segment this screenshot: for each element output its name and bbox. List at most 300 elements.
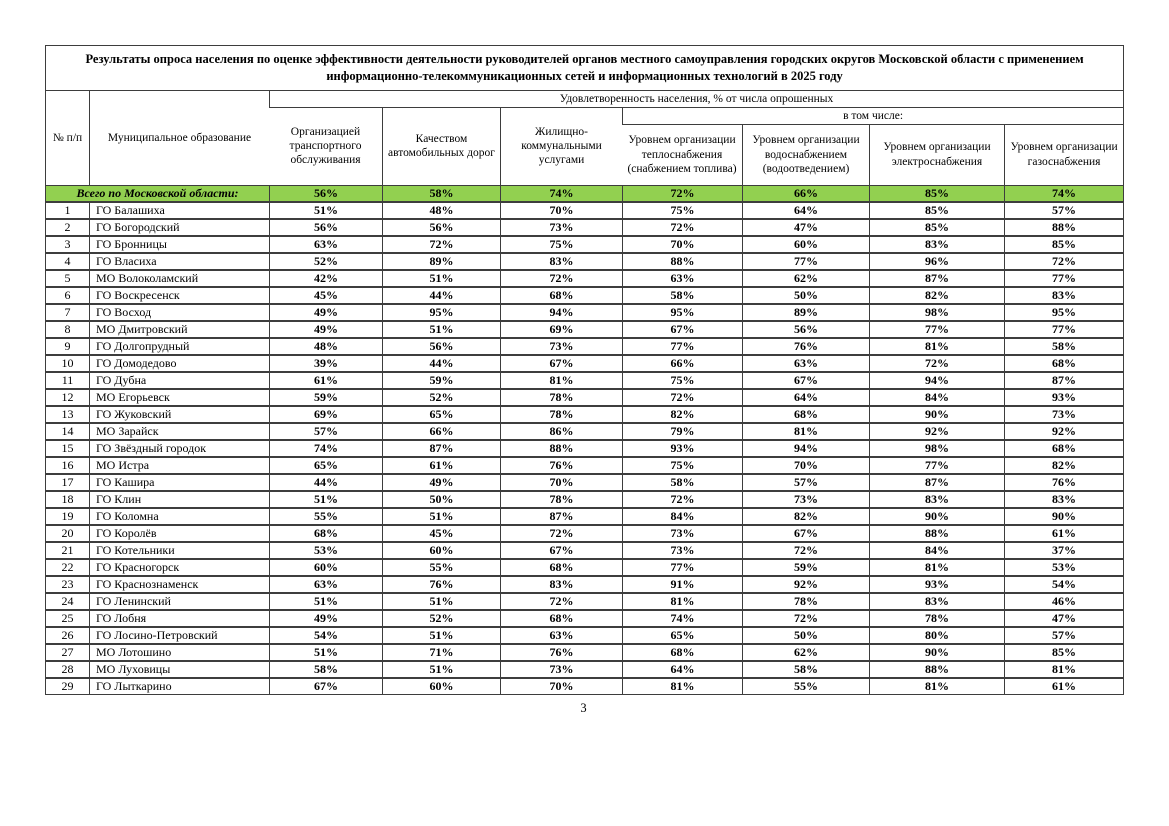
municipality-name: ГО Звёздный городок — [89, 440, 269, 457]
value-cell: 50% — [382, 491, 500, 508]
value-cell: 67% — [742, 525, 869, 542]
municipality-name: ГО Красногорск — [89, 559, 269, 576]
table-row — [46, 304, 1123, 321]
row-number: 8 — [46, 321, 89, 338]
value-cell: 89% — [742, 304, 869, 321]
municipality-name: ГО Бронницы — [89, 236, 269, 253]
value-cell: 76% — [742, 338, 869, 355]
value-cell: 68% — [1004, 440, 1123, 457]
value-cell: 92% — [742, 576, 869, 593]
value-cell: 86% — [500, 423, 622, 440]
value-cell: 90% — [869, 508, 1004, 525]
table-row — [46, 270, 1123, 287]
value-cell: 59% — [382, 372, 500, 389]
municipality-name: МО Волоколамский — [89, 270, 269, 287]
value-cell: 62% — [742, 644, 869, 661]
table-row — [46, 457, 1123, 474]
value-cell: 75% — [622, 372, 742, 389]
value-cell: 58% — [1004, 338, 1123, 355]
value-cell: 74% — [269, 440, 382, 457]
value-cell: 90% — [869, 406, 1004, 423]
table-row — [46, 525, 1123, 542]
table-body — [46, 185, 1123, 694]
value-cell: 51% — [269, 644, 382, 661]
value-cell: 63% — [622, 270, 742, 287]
municipality-name: ГО Краснознаменск — [89, 576, 269, 593]
column-header-housing: Жилищно-коммунальными услугами — [500, 107, 622, 185]
value-cell: 77% — [869, 457, 1004, 474]
municipality-name: ГО Клин — [89, 491, 269, 508]
value-cell: 81% — [622, 678, 742, 694]
value-cell: 87% — [1004, 372, 1123, 389]
value-cell: 78% — [742, 593, 869, 610]
value-cell: 95% — [382, 304, 500, 321]
row-number: 26 — [46, 627, 89, 644]
value-cell: 73% — [1004, 406, 1123, 423]
value-cell: 56% — [742, 321, 869, 338]
subgroup-header-including: в том числе: — [622, 107, 1123, 124]
row-number: 21 — [46, 542, 89, 559]
value-cell: 68% — [1004, 355, 1123, 372]
value-cell: 61% — [1004, 525, 1123, 542]
value-cell: 49% — [382, 474, 500, 491]
row-number: 13 — [46, 406, 89, 423]
value-cell: 63% — [500, 627, 622, 644]
value-cell: 81% — [742, 423, 869, 440]
value-cell: 59% — [742, 559, 869, 576]
row-number: 28 — [46, 661, 89, 678]
value-cell: 89% — [382, 253, 500, 270]
value-cell: 81% — [500, 372, 622, 389]
value-cell: 70% — [500, 678, 622, 694]
group-header-satisfaction: Удовлетворенность населения, % от числа опрошенных — [269, 90, 1123, 107]
value-cell: 88% — [1004, 219, 1123, 236]
value-cell: 72% — [500, 270, 622, 287]
value-cell: 88% — [869, 525, 1004, 542]
value-cell: 44% — [382, 287, 500, 304]
value-cell: 88% — [869, 661, 1004, 678]
value-cell: 60% — [742, 236, 869, 253]
value-cell: 77% — [1004, 321, 1123, 338]
value-cell: 72% — [1004, 253, 1123, 270]
value-cell: 85% — [869, 202, 1004, 219]
value-cell: 77% — [622, 338, 742, 355]
value-cell: 61% — [1004, 678, 1123, 694]
value-cell: 73% — [500, 338, 622, 355]
value-cell: 77% — [869, 321, 1004, 338]
row-number: 16 — [46, 457, 89, 474]
row-number: 5 — [46, 270, 89, 287]
value-cell: 93% — [1004, 389, 1123, 406]
value-cell: 69% — [500, 321, 622, 338]
value-cell: 75% — [622, 202, 742, 219]
value-cell: 72% — [869, 355, 1004, 372]
value-cell: 70% — [500, 202, 622, 219]
value-cell: 92% — [869, 423, 1004, 440]
table-row — [46, 338, 1123, 355]
value-cell: 67% — [500, 542, 622, 559]
table-row — [46, 559, 1123, 576]
value-cell: 61% — [382, 457, 500, 474]
municipality-name: ГО Жуковский — [89, 406, 269, 423]
value-cell: 66% — [382, 423, 500, 440]
row-number: 14 — [46, 423, 89, 440]
table-row — [46, 389, 1123, 406]
value-cell: 68% — [500, 559, 622, 576]
value-cell: 53% — [269, 542, 382, 559]
value-cell: 55% — [382, 559, 500, 576]
value-cell: 93% — [869, 576, 1004, 593]
value-cell: 83% — [500, 576, 622, 593]
municipality-name: ГО Воскресенск — [89, 287, 269, 304]
municipality-name: ГО Балашиха — [89, 202, 269, 219]
row-number: 29 — [46, 678, 89, 694]
value-cell: 81% — [869, 678, 1004, 694]
value-cell: 44% — [382, 355, 500, 372]
value-cell: 70% — [622, 236, 742, 253]
value-cell: 76% — [500, 644, 622, 661]
value-cell: 81% — [869, 559, 1004, 576]
value-cell: 42% — [269, 270, 382, 287]
row-number: 25 — [46, 610, 89, 627]
value-cell: 78% — [500, 389, 622, 406]
table-row — [46, 406, 1123, 423]
municipality-name: ГО Домодедово — [89, 355, 269, 372]
value-cell: 94% — [742, 440, 869, 457]
total-value-gas: 74% — [1004, 185, 1123, 202]
table-row — [46, 593, 1123, 610]
value-cell: 91% — [622, 576, 742, 593]
table-row — [46, 644, 1123, 661]
value-cell: 62% — [742, 270, 869, 287]
column-header-water: Уровнем организации водоснабжением (водоотведением) — [742, 124, 869, 185]
value-cell: 65% — [622, 627, 742, 644]
value-cell: 72% — [742, 542, 869, 559]
value-cell: 63% — [269, 236, 382, 253]
municipality-name: МО Лотошино — [89, 644, 269, 661]
municipality-name: ГО Коломна — [89, 508, 269, 525]
table-row — [46, 508, 1123, 525]
column-header-gas: Уровнем организации газоснабжения — [1004, 124, 1123, 185]
value-cell: 60% — [382, 678, 500, 694]
value-cell: 56% — [382, 338, 500, 355]
table-row — [46, 321, 1123, 338]
total-value-heating: 72% — [622, 185, 742, 202]
table-row — [46, 236, 1123, 253]
row-number: 9 — [46, 338, 89, 355]
value-cell: 46% — [1004, 593, 1123, 610]
value-cell: 95% — [1004, 304, 1123, 321]
table-row — [46, 423, 1123, 440]
municipality-name: ГО Лыткарино — [89, 678, 269, 694]
value-cell: 51% — [382, 321, 500, 338]
table-title: Результаты опроса населения по оценке эффективности деятельности руководителей органов местного самоуправления городских округов Московской области с применением информационно-телекоммуникационных сетей и информационных технологий в 2025 году — [85, 52, 1084, 83]
table-row — [46, 372, 1123, 389]
value-cell: 78% — [500, 491, 622, 508]
column-header-roads: Качеством автомобильных дорог — [382, 107, 500, 185]
value-cell: 45% — [269, 287, 382, 304]
value-cell: 70% — [500, 474, 622, 491]
row-number: 12 — [46, 389, 89, 406]
value-cell: 82% — [869, 287, 1004, 304]
municipality-name: МО Истра — [89, 457, 269, 474]
value-cell: 98% — [869, 304, 1004, 321]
value-cell: 72% — [382, 236, 500, 253]
value-cell: 48% — [269, 338, 382, 355]
value-cell: 60% — [269, 559, 382, 576]
value-cell: 52% — [382, 389, 500, 406]
total-row — [46, 185, 1123, 202]
column-header-number: № п/п — [46, 90, 89, 185]
value-cell: 51% — [382, 270, 500, 287]
value-cell: 47% — [1004, 610, 1123, 627]
value-cell: 98% — [869, 440, 1004, 457]
row-number: 6 — [46, 287, 89, 304]
value-cell: 57% — [1004, 627, 1123, 644]
column-header-heating: Уровнем организации теплоснабжения (снабжением топлива) — [622, 124, 742, 185]
row-number: 11 — [46, 372, 89, 389]
value-cell: 81% — [622, 593, 742, 610]
value-cell: 45% — [382, 525, 500, 542]
value-cell: 83% — [869, 593, 1004, 610]
value-cell: 83% — [500, 253, 622, 270]
value-cell: 50% — [742, 287, 869, 304]
value-cell: 70% — [742, 457, 869, 474]
municipality-name: ГО Лосино-Петровский — [89, 627, 269, 644]
municipality-name: МО Егорьевск — [89, 389, 269, 406]
value-cell: 58% — [742, 661, 869, 678]
table-row — [46, 627, 1123, 644]
value-cell: 77% — [742, 253, 869, 270]
value-cell: 52% — [269, 253, 382, 270]
value-cell: 68% — [269, 525, 382, 542]
title-row — [46, 46, 1123, 90]
municipality-name: ГО Королёв — [89, 525, 269, 542]
value-cell: 72% — [500, 525, 622, 542]
value-cell: 68% — [500, 287, 622, 304]
value-cell: 85% — [1004, 236, 1123, 253]
value-cell: 68% — [500, 610, 622, 627]
value-cell: 58% — [269, 661, 382, 678]
value-cell: 49% — [269, 321, 382, 338]
value-cell: 96% — [869, 253, 1004, 270]
table-row — [46, 355, 1123, 372]
value-cell: 78% — [869, 610, 1004, 627]
table-row — [46, 678, 1123, 694]
value-cell: 67% — [622, 321, 742, 338]
value-cell: 37% — [1004, 542, 1123, 559]
value-cell: 87% — [869, 270, 1004, 287]
value-cell: 83% — [1004, 287, 1123, 304]
row-number: 2 — [46, 219, 89, 236]
value-cell: 88% — [500, 440, 622, 457]
value-cell: 76% — [382, 576, 500, 593]
value-cell: 64% — [742, 202, 869, 219]
value-cell: 64% — [622, 661, 742, 678]
municipality-name: ГО Дубна — [89, 372, 269, 389]
row-number: 19 — [46, 508, 89, 525]
value-cell: 54% — [269, 627, 382, 644]
value-cell: 61% — [269, 372, 382, 389]
total-value-water: 66% — [742, 185, 869, 202]
value-cell: 78% — [500, 406, 622, 423]
table-row — [46, 440, 1123, 457]
value-cell: 80% — [869, 627, 1004, 644]
row-number: 3 — [46, 236, 89, 253]
value-cell: 57% — [742, 474, 869, 491]
total-value-housing: 74% — [500, 185, 622, 202]
value-cell: 83% — [1004, 491, 1123, 508]
row-number: 4 — [46, 253, 89, 270]
value-cell: 54% — [1004, 576, 1123, 593]
value-cell: 90% — [1004, 508, 1123, 525]
total-value-electricity: 85% — [869, 185, 1004, 202]
table-row — [46, 474, 1123, 491]
column-header-transport: Организацией транспортного обслуживания — [269, 107, 382, 185]
value-cell: 79% — [622, 423, 742, 440]
value-cell: 47% — [742, 219, 869, 236]
column-header-municipality: Муниципальное образование — [89, 90, 269, 185]
value-cell: 51% — [382, 508, 500, 525]
value-cell: 39% — [269, 355, 382, 372]
value-cell: 51% — [382, 627, 500, 644]
table-row — [46, 610, 1123, 627]
value-cell: 55% — [269, 508, 382, 525]
value-cell: 95% — [622, 304, 742, 321]
value-cell: 53% — [1004, 559, 1123, 576]
table-row — [46, 287, 1123, 304]
value-cell: 87% — [382, 440, 500, 457]
municipality-name: ГО Долгопрудный — [89, 338, 269, 355]
table-row — [46, 202, 1123, 219]
value-cell: 65% — [269, 457, 382, 474]
value-cell: 51% — [269, 593, 382, 610]
value-cell: 55% — [742, 678, 869, 694]
row-number: 10 — [46, 355, 89, 372]
value-cell: 68% — [622, 644, 742, 661]
value-cell: 58% — [622, 474, 742, 491]
value-cell: 82% — [742, 508, 869, 525]
total-value-roads: 58% — [382, 185, 500, 202]
total-value-transport: 56% — [269, 185, 382, 202]
value-cell: 71% — [382, 644, 500, 661]
table-row — [46, 576, 1123, 593]
value-cell: 75% — [500, 236, 622, 253]
page-number: 3 — [580, 700, 587, 715]
row-number: 1 — [46, 202, 89, 219]
value-cell: 88% — [622, 253, 742, 270]
municipality-name: ГО Богородский — [89, 219, 269, 236]
column-header-electricity: Уровнем организации электроснабжения — [869, 124, 1004, 185]
value-cell: 84% — [869, 389, 1004, 406]
table-row — [46, 253, 1123, 270]
value-cell: 72% — [622, 219, 742, 236]
value-cell: 60% — [382, 542, 500, 559]
value-cell: 73% — [500, 661, 622, 678]
value-cell: 57% — [1004, 202, 1123, 219]
value-cell: 66% — [622, 355, 742, 372]
total-row-label: Всего по Московской области: — [46, 185, 269, 202]
table-row — [46, 661, 1123, 678]
value-cell: 73% — [622, 525, 742, 542]
value-cell: 67% — [500, 355, 622, 372]
value-cell: 94% — [869, 372, 1004, 389]
value-cell: 72% — [622, 389, 742, 406]
value-cell: 84% — [869, 542, 1004, 559]
municipality-name: ГО Котельники — [89, 542, 269, 559]
value-cell: 76% — [1004, 474, 1123, 491]
value-cell: 50% — [742, 627, 869, 644]
value-cell: 51% — [269, 202, 382, 219]
value-cell: 69% — [269, 406, 382, 423]
value-cell: 92% — [1004, 423, 1123, 440]
municipality-name: ГО Кашира — [89, 474, 269, 491]
value-cell: 52% — [382, 610, 500, 627]
value-cell: 85% — [869, 219, 1004, 236]
value-cell: 68% — [742, 406, 869, 423]
value-cell: 44% — [269, 474, 382, 491]
value-cell: 63% — [269, 576, 382, 593]
value-cell: 58% — [622, 287, 742, 304]
table-row — [46, 491, 1123, 508]
document-page — [45, 45, 1122, 716]
value-cell: 59% — [269, 389, 382, 406]
value-cell: 77% — [622, 559, 742, 576]
value-cell: 83% — [869, 236, 1004, 253]
municipality-name: ГО Ленинский — [89, 593, 269, 610]
row-number: 23 — [46, 576, 89, 593]
row-number: 7 — [46, 304, 89, 321]
value-cell: 77% — [1004, 270, 1123, 287]
value-cell: 93% — [622, 440, 742, 457]
row-number: 20 — [46, 525, 89, 542]
value-cell: 94% — [500, 304, 622, 321]
row-number: 24 — [46, 593, 89, 610]
value-cell: 72% — [742, 610, 869, 627]
value-cell: 72% — [500, 593, 622, 610]
municipality-name: МО Зарайск — [89, 423, 269, 440]
group-header-row — [46, 90, 1123, 107]
municipality-name: ГО Лобня — [89, 610, 269, 627]
value-cell: 63% — [742, 355, 869, 372]
table-row — [46, 542, 1123, 559]
row-number: 17 — [46, 474, 89, 491]
value-cell: 73% — [500, 219, 622, 236]
value-cell: 57% — [269, 423, 382, 440]
row-number: 15 — [46, 440, 89, 457]
value-cell: 67% — [742, 372, 869, 389]
value-cell: 83% — [869, 491, 1004, 508]
survey-table — [45, 45, 1124, 695]
municipality-name: ГО Власиха — [89, 253, 269, 270]
value-cell: 76% — [500, 457, 622, 474]
value-cell: 49% — [269, 304, 382, 321]
value-cell: 87% — [500, 508, 622, 525]
row-number: 22 — [46, 559, 89, 576]
value-cell: 85% — [1004, 644, 1123, 661]
value-cell: 73% — [622, 542, 742, 559]
value-cell: 67% — [269, 678, 382, 694]
value-cell: 48% — [382, 202, 500, 219]
value-cell: 51% — [269, 491, 382, 508]
municipality-name: МО Луховицы — [89, 661, 269, 678]
row-number: 27 — [46, 644, 89, 661]
value-cell: 82% — [622, 406, 742, 423]
row-number: 18 — [46, 491, 89, 508]
municipality-name: МО Дмитровский — [89, 321, 269, 338]
value-cell: 64% — [742, 389, 869, 406]
value-cell: 56% — [382, 219, 500, 236]
